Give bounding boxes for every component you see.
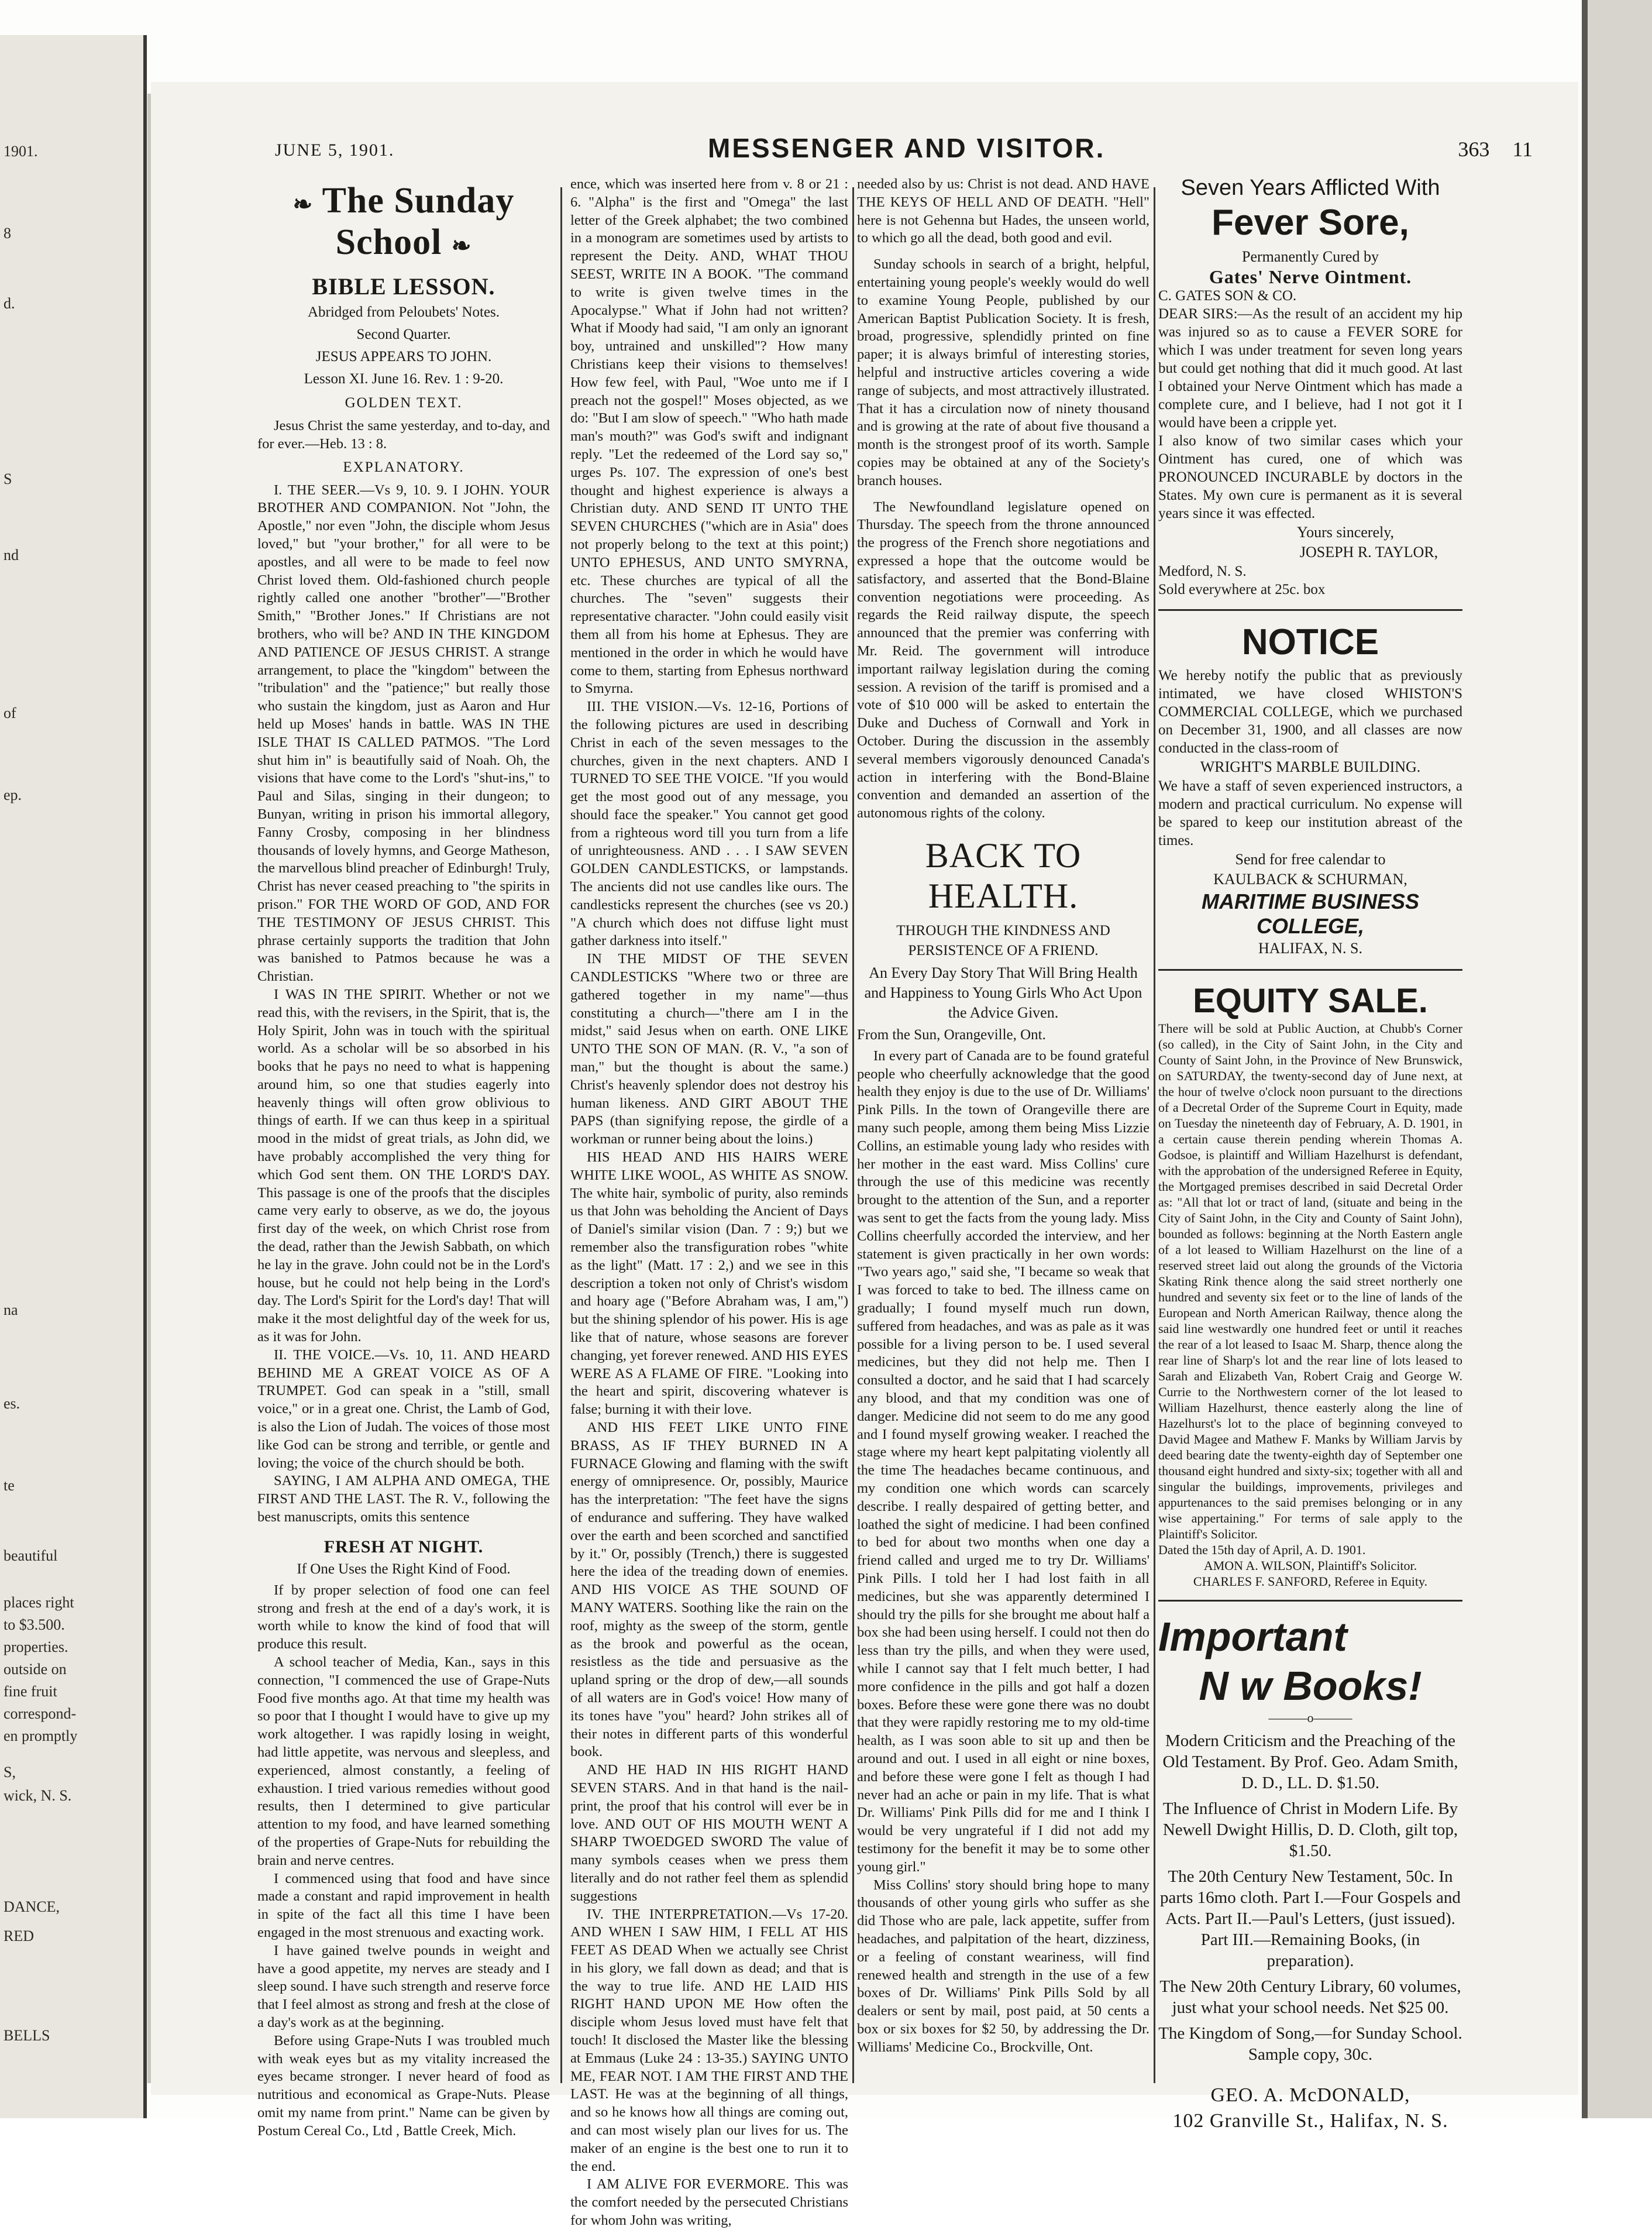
article-subtitle: If One Uses the Right Kind of Food. [297,1561,511,1577]
notice-firm: KAULBACK & SCHURMAN, [1213,871,1407,888]
lesson-reference: Lesson XI. June 16. Rev. 1 : 9-20. [304,371,504,387]
paragraph: AND HE HAD IN HIS RIGHT HAND SEVEN STARS. And in that hand is the nail-print, the proof that his control will ever be in love. AND OUT OF HIS MOUTH WENT A SHARP TWOEDGED SWORD The value of many symbols ceases when we press them literally and do not rather feel them as splendid suggestions [570,1762,848,1904]
ad-price: Sold everywhere at 25c. box [1158,582,1326,597]
explanatory-label: EXPLANATORY. [343,459,464,475]
column-advertisements [1158,176,1462,2132]
column-news-health [857,176,1149,2095]
notice-college: MARITIME BUSINESS COLLEGE, [1201,889,1420,938]
leaf-ornament-icon: ❧ [292,191,314,218]
notice-city: HALIFAX, N. S. [1258,940,1362,957]
equity-dated: Dated the 15th day of April, A. D. 1901. [1158,1542,1366,1557]
left-fragment-5: of [4,705,16,721]
left-fragment-15: fine fruit [4,1683,57,1700]
ad-body: I also know of two similar cases which your Ointment has cured, one of which was PRONOUNCED INCURABLE by doctors in the States. My own cure is permanent as it is several years since it was effected. [1158,433,1462,521]
paragraph: ence, which was inserted here from v. 8 or 21 : 6. "Alpha" is the first and "Omega" the last letter of the Greek alphabet; the two combined in a monogram are sometimes used by artists to represent the Deity. AND, WHAT THOU SEEST, WRITE IN A BOOK. "The command to write is given twelve times in the Apocalypse." What if John had not written? What if Moody had said, "I am only an ignorant boy, untrained and unskilled"? How many Christians keep their visions to themselves! How few feel, with Paul, "Woe unto me if I preach not the gospel!" Moses objected, as we do: "But I am slow of speech." "Who hath made man's mouth?" was God's swift and indignant reply. "Let the redeemed of the Lord say so," urges Ps. 107. The expression of one's best thought and highest experience is always a Christian duty. AND SEND IT UNTO THE SEVEN CHURCHES ("which are in Asia" does not properly belong to the text at this point;) UNTO EPHESUS, AND UNTO SMYRNA, etc. These churches are typical of all the churches. The "seven" suggests their representative character. "John could easily visit them all from his home at Ephesus. They are mentioned in the order in which he would have come to them, starting from Ephesus northward to Smyrna. [570,176,848,697]
left-fragment-2: d. [4,295,15,312]
left-fragment-10: beautiful [4,1547,58,1564]
lesson-title: JESUS APPEARS TO JOHN. [315,349,492,365]
page-number: 363 11 [1458,138,1533,161]
equity-sale-ad [1158,981,1462,1589]
notice-ad [1158,621,1462,958]
ad-signature-place: Medford, N. S. [1158,563,1247,579]
notice-body: We hereby notify the public that as previously intimated, we have closed WHISTON'S COMMERCIAL COLLEGE, which we purchased on December 31, 1900, and all classes are now conducted in the class-room of [1158,668,1462,756]
left-fragment-4: nd [4,547,19,563]
article-title: FRESH AT NIGHT. [323,1537,484,1556]
notice-send: Send for free calendar to [1235,851,1386,868]
left-fragment-6: ep. [4,786,22,803]
ad-title: Fever Sore, [1212,202,1409,243]
ad-product: Gates' Nerve Ointment. [1209,266,1412,287]
paragraph: SAYING, I AM ALPHA AND OMEGA, THE FIRST AND THE LAST. The R. V., following the best manuscripts, omits this sentence [257,1473,550,1525]
paragraph: Sunday schools in search of a bright, helpful, entertaining young people's weekly would do well to examine Young People, published by our American Baptist Publication Society. It is fresh, broad, progressive, splendidly printed on fine paper; it is always brimful of interesting stories, helpful and instructive articles covering a wide range of subjects, and most attractively illustrated. That it has a circulation now of ninety thousand and is growing at the rate of about five thousand a month is the strongest proof of its worth. Sample copies may be obtained at any of the Society's branch houses. [857,256,1149,489]
ad-signature-name: JOSEPH R. TAYLOR, [1299,544,1438,561]
equity-solicitor: AMON A. WILSON, Plaintiff's Solicitor. [1203,1558,1417,1573]
left-fragment-20: DANCE, [4,1898,60,1915]
advertisement-tagline: An Every Day Story That Will Bring Health and Happiness to Young Girls Who Act Upon the Advice Given. [864,964,1142,1021]
left-fragment-19: wick, N. S. [4,1787,72,1804]
left-fragment-12: to $3.500. [4,1616,65,1633]
column-sunday-school [257,176,550,2139]
column-rule-2 [852,187,854,2083]
paragraph: In every part of Canada are to be found grateful people who cheerfully acknowledge that the good health they enjoy is due to the use of Dr. Williams' Pink Pills. In the town of Orangeville there are many such people, among them being Miss Lizzie Collins, an estimable young lady who resides with her mother in the east ward. Miss Collins' cure through the use of this medicine was recently brought to the attention of the Sun, and a reporter was sent to get the facts from the young lady. Miss Collins cheerfully accorded the interview, and her statement is given practically in her own words: "Two years ago," said she, "I became so weak that I was forced to take to bed. The illness came on gradually; I found myself much run down, suffered from headaches, and was as pale as it was possible for a living person to be. I used several medicines, but they did not help me. Then I consulted a doctor, and he said that I had scarcely any blood, and that my condition was one of danger. Medicine did not seem to do me any good and I found myself growing weaker. I reached the stage where my heart kept palpitating violently all the time The headaches became continuous, and my condition one which words can scarcely describe. I really despaired of getting better, and loathed the sight of medicine. I had been confined to bed for about two months when one day a friend called and urged me to try Dr. Williams' Pink Pills. I told her I had lost faith in all medicines, but she was apparently determined I should try the pills for she brought me about half a box she had been using herself. I could not then do less than try the pills, and when they were used, while I cannot say that I felt much better, I had more confidence in the pills and got half a dozen boxes. Before these were gone there was no doubt that they were rapidly restoring me to my old-time health, as I was soon able to sit up and then be around and out. I used in all eight or nine boxes, and before these were gone I felt as though I had never had an ache or pain in my life. That is what Dr. Williams' Pink Pills did for me and I think I would be very ungrateful if I did not add my testimony for the benefit it may be to some other young girl." [857,1047,1149,1875]
paragraph: Miss Collins' story should bring hope to many thousands of other young girls who suffer as she did Those who are pale, lack appetite, suffer from headaches, and palpitation of the heart, dizziness, or a feeling of constant weariness, will find renewed health and strength in the use of a few boxes of Dr. Williams' Pink Pills Sold by all dealers or sent by mail, post paid, at 50 cents a box or six boxes for $2 50, by addressing the Dr. Williams' Medicine Co., Brockville, Ont. [857,1877,1149,2055]
ad-body: DEAR SIRS:—As the result of an accident my hip was injured so as to cause a FEVER SORE for which I was under treatment for seven long years but could get nothing that did it much good. At last I obtained your Nerve Ointment which has made a complete cure, and I believe, had I not got it I would have been a cripple yet. [1158,306,1462,431]
ad-signature: Yours sincerely, [1296,524,1395,541]
left-fragment-22: BELLS [4,2027,50,2044]
left-fragment-13: properties. [4,1638,68,1655]
left-fragment-21: RED [4,1927,34,1944]
section-title-text: The Sunday School [322,181,515,262]
newspaper-title: MESSENGER AND VISITOR. [708,133,1106,163]
paragraph: III. THE VISION.—Vs. 12-16, Portions of the following pictures are used in describing Christ in each of the seven messages to the churches, given in the next chapters. AND I TURNED TO SEE THE VOICE. "If you would get the most good out of any message, you should face the speaker." You cannot get good from a righteous word till you turn from a life of unrighteousness. AND . . . I SAW SEVEN GOLDEN CANDLESTICKS, or lampstands. The ancients did not use candles like ours. The candlesticks represent the churches (see vs 20.) "A church which does not diffuse light must gather darkness into itself." [570,699,848,949]
paragraph: I commenced using that food and have since made a constant and rapid improvement in health in spite of the fact all this time I have been engaged in the most strenuous and exacting work. [257,1870,550,1940]
paragraph: I have gained twelve pounds in weight and have a good appetite, my nerves are steady and I sleep sound. I have such strength and reserve force that I feel almost as strong and fresh at the close of a day's work as at the beginning. [257,1942,550,2030]
paragraph: needed also by us: Christ is not dead. AND HAVE THE KEYS OF HELL AND OF DEATH. "Hell" here is not Gehenna but Hades, the unseen world, to which go all the dead, both good and evil. [857,176,1149,246]
left-fragment-16: correspond- [4,1705,77,1722]
ad-address: C. GATES SON & CO. [1158,288,1297,304]
left-fragment-year: 1901. [4,143,38,160]
divider [1158,969,1462,971]
column-lesson-continued [570,176,848,2229]
issue-date: JUNE 5, 1901. [275,140,395,160]
quarter-label: Second Quarter. [356,327,451,342]
left-fragment-17: en promptly [4,1727,78,1744]
paragraph: AND HIS FEET LIKE UNTO FINE BRASS, AS IF THEY BURNED IN A FURNACE Glowing and flaming with the swift energy of omnipresence. Or, possibly, Maurice has the interpretation: "The feet have the signs of endurance and suffering. They have walked over the earth and been scorched and sanctified by it." Or, possibly (Trench,) there is suggested here the idea of the treading down of enemies. AND HIS VOICE AS THE SOUND OF MANY WATERS. Soothing like the rain on the roof, mighty as the sweep of the storm, gentle as the brook and powerful as the ocean, resistless as the tide and persuasive as the upland spring or the drop of dew,—all sounds of all waters are in God's voice! How many of its tones have "you" heard? John strikes all of their notes in different parts of this wonderful book. [570,1419,848,1760]
paragraph: If by proper selection of food one can feel strong and fresh at the end of a day's work, it is worth while to know the kind of food that will produce this result. [257,1582,550,1652]
books-title: Important [1158,1614,1347,1659]
leaf-ornament-icon: ❧ [451,232,472,259]
left-fragment-14: outside on [4,1661,67,1678]
book-item: The 20th Century New Testament, 50c. In parts 16mo cloth. Part I.—Four Gospels and Acts. Part II.—Paul's Letters, (just issued). Part III.—Remaining Books, (in preparation). [1160,1867,1461,1970]
paragraph: A school teacher of Media, Kan., says in this connection, "I commenced the use of Grape-Nuts Food five months ago. At that time my health was so poor that I thought I would have to give up my work altogether. I was rapidly losing in weight, had little appetite, was nervous and sleepless, and experienced, almost constantly, a feeling of exhaustion. I tried various remedies without good results, then I determined to give particular attention to my food, and have learned something of the properties of Grape-Nuts for rebuilding the brain and nerve centres. [257,1654,550,1868]
paragraph: HIS HEAD AND HIS HAIRS WERE WHITE LIKE WOOL, AS WHITE AS SNOW. The white hair, symbolic of purity, also reminds us that John was beholding the Ancient of Days of Daniel's similar vision (Dan. 7 : 9;) but we remember also the transfiguration robes "white as the light" (Matt. 17 : 2,) and we see in this description a token not only of Christ's wisdom and hoary age ("Before Abraham was, I am,") but the shining splendor of his power. His is age like that of nature, whose seasons are forever changing, yet forever renewed. AND HIS EYES WERE AS A FLAME OF FIRE. "Looking into the heart and spirit, discovering whatever is false; burning it with their love. [570,1149,848,1418]
ad-subtitle: Permanently Cured by [1242,248,1379,265]
paragraph: I WAS IN THE SPIRIT. Whether or not we read this, with the revisers, in the Spirit, that is, the Holy Spirit, John was in touch with the spiritual world. As a scholar will be so absorbed in his books that he pays no need to what is happening around him, so one that studies eagerly into heavenly things will often grow oblivious to things of earth. If we can thus keep in a spiritual mood in the midst of great trials, as John did, we have probably accomplished the very thing for which God sent them. ON THE LORD'S DAY. This passage is one of the proofs that the disciples came very early to observe, as we do, the joyous first day of the week, on which Christ rose from the dead, rather than the Jewish Sabbath, on which he lay in the grave. John could not be in the Lord's house, but he could not help being in the Lord's day. The Lord's Spirit for the Lord's day! That will make it the most delightful day of the week for us, as it was for John. [257,986,550,1345]
column-rule-3 [1154,187,1155,2083]
section-title [257,180,550,263]
left-fragment-18: S, [4,1764,16,1781]
paragraph: IN THE MIDST OF THE SEVEN CANDLESTICKS "Where two or three are gathered together in my name"—thus constituting a church—"there am I in the midst," said Jesus when on earth. ONE LIKE UNTO THE SON OF MAN. (R. V., "a son of man," but the thought is about the same.) Christ's heavenly splendor does not destroy his human likeness. AND GIRT ABOUT THE PAPS (than signifying repose, the girdle of a workman or runner being about the loins.) [570,951,848,1147]
left-fragment-1: 8 [4,225,11,242]
ad-headline: Seven Years Afflicted With [1181,176,1440,200]
golden-text: Jesus Christ the same yesterday, and to-day, and for ever.—Heb. 13 : 8. [257,418,550,452]
book-item: The New 20th Century Library, 60 volumes, just what your school needs. Net $25 00. [1159,1977,1461,2017]
new-books-ad [1158,1612,1462,2134]
advertisement-subtitle: THROUGH THE KINDNESS AND PERSISTENCE OF A FRIEND. [896,922,1110,958]
books-title-2: N w Books! [1199,1663,1422,1709]
divider [1158,1600,1462,1602]
left-fragment-7: na [4,1301,18,1318]
publisher-address: 102 Granville St., Halifax, N. S. [1172,2110,1448,2132]
equity-referee: CHARLES F. SANFORD, Referee in Equity. [1193,1574,1428,1589]
paragraph: I. THE SEER.—Vs 9, 10. 9. I JOHN. YOUR BROTHER AND COMPANION. Not "John, the Apostle," nor even "John, the disciple whom Jesus loved," but "your brother," for all were to be apostles, and all were to be made to feel now Christ loved them. Old-fashioned church people rightly called one another "brother"—"Brother Smith," "Brother Jones." If Christians are not brothers, who will be? AND IN THE KINGDOM AND PATIENCE OF JESUS CHRIST. A strange arrangement, to place the "kingdom" between the "tribulation" and the "patience;" but really those who sustain the kingdom, just as Aaron and Hur held up Moses' hands in battle. WAS IN THE ISLE THAT IS CALLED PATMOS. "The Lord shut him in" is beautifully said of Noah. Oh, the visions that have come to the Lord's "shut-ins," to Paul and Silas, singing in their dungeon; to Bunyan, writing in prison his immortal allegory, Fanny Crosby, composing in her blindness thousands of lovely hymns, and George Matheson, the marvellous blind preacher of Edinburgh! Truly, Christ has never ceased preaching to "the spirits in prison." FOR THE WORD OF GOD, AND FOR THE TESTIMONY OF JESUS CHRIST. This phrase certainly supports the tradition that John was banished to Patmos because he was a Christian. [257,482,550,985]
equity-body: There will be sold at Public Auction, at Chubb's Corner (so called), in the City of Saint John, in the City and County of Saint John, in the Province of New Brunswick, on SATURDAY, the twenty-second day of June next, at the hour of twelve o'clock noon pursuant to the directions of a Decretal Order of the Supreme Court in Equity, made on Tuesday the nineteenth day of February, A. D. 1901, in a certain cause therein pending wherein Thomas A. Godsoe, is plaintiff and William Hazelhurst is defendant, with the approbation of the undersigned Referee in Equity, the Mortgaged premises described in said Decretal Order as: "All that lot or tract of land, (situate and being in the City of Saint John, in the City and County of Saint John), bounded as follows: beginning at the North Eastern angle of a lot leased to William Hazelhurst on the line of a reserved street laid out along the grounds of the Victoria Skating Rink thence along the said street northerly one hundred and seventy six feet or to the line of lands of the European and North American Railway, thence along the said line westwardly one hundred feet or until it reaches the rear of a lot leased to Isaac M. Sharp, thence along the rear line of Sharp's lot and the rear line of lots leased to Sarah and Elizabeth Van, Robert Craig and George W. Currie to the Northwestern corner of the lot leased to William Hazelhurst, thence easterly along the line of Hazelhurst's lot to the place of beginning conveyed to David Magee and Mathew F. Manks by William Jarvis by deed bearing date the twenty-eighth day of September one thousand eight hundred and sixty-six; together with all and singular the buildings, improvements, privileges and appurtenances to the said premises belonging or in any wise appertaining." For terms of sale apply to the Plaintiff's Solicitor. [1158,1021,1462,1541]
binding-edge [1582,0,1652,2118]
equity-title: EQUITY SALE. [1193,982,1428,1020]
left-fragment-9: te [4,1477,15,1494]
notice-title: NOTICE [1241,622,1379,662]
left-fragment-3: S [4,470,12,487]
left-fragment-8: es. [4,1395,20,1412]
column-rule-1 [560,187,562,2083]
notice-body: We have a staff of seven experienced instructors, a modern and practical curriculum. No expense will be spared to keep our institution abreast of the times. [1158,778,1462,848]
paragraph: The Newfoundland legislature opened on Thursday. The speech from the throne announced the progress of the French shore negotiations and expressed a hope that the outcome would be satisfactory, and asserted that the Bond-Blaine convention negotiations were proceeding. As regards the Reid railway dispute, the speech announced that the premier was conferring with Mr. Reid. The government will introduce important railway legislation during the coming session. A revision of the tariff is promised and a vote of $10 000 will be asked to entertain the Duke and Duchess of Cornwall and York in October. During the discussion in the assembly several members vigorously denounced Canada's action in interfering with the Bond-Blaine convention and demanded an assertion of the autonomous rights of the colony. [857,499,1149,822]
publisher-name: GEO. A. McDONALD, [1210,2084,1410,2106]
paragraph: Before using Grape-Nuts I was troubled much with weak eyes but as my vitality increased the eyes became stronger. I never heard of food as nutritious and economical as Grape-Nuts. Please omit my name from print." Name can be given by Postum Cereal Co., Ltd , Battle Creek, Mich. [257,2032,550,2139]
book-item: The Influence of Christ in Modern Life. By Newell Dwight Hillis, D. D. Cloth, gilt top, $1.50. [1162,1799,1458,1860]
divider [1158,609,1462,611]
masthead [275,129,1533,170]
ornament-divider: ———o——— [1268,1710,1352,1725]
paragraph: II. THE VOICE.—Vs. 10, 11. AND HEARD BEHIND ME A GREAT VOICE AS OF A TRUMPET. God can speak in a "still, small voice," or in a great one. Christ, the Lamb of God, is also the Lion of Judah. The voices of those most like God can be strong and terrible, or gentle and loving; the voice of the church should be both. [257,1346,550,1471]
paragraph: I AM ALIVE FOR EVERMORE. This was the comfort needed by the persecuted Christians for whom John was writing, [570,2176,848,2229]
left-fragment-11: places right [4,1594,74,1611]
notice-building: WRIGHT'S MARBLE BUILDING. [1200,758,1421,775]
lesson-heading: BIBLE LESSON. [312,273,495,300]
golden-text-label: GOLDEN TEXT. [345,395,463,411]
paragraph: IV. THE INTERPRETATION.—Vs 17-20. AND WHEN I SAW HIM, I FELL AT HIS FEET AS DEAD When we actually see Christ in his glory, we fall down as dead; and that is the way to true life. AND HE LAID HIS RIGHT HAND UPON ME How often the disciple whom Jesus loved must have felt that touch! It disclosed the Master like the blessing at Emmaus (Luke 24 : 13-35.) SAYING UNTO ME, FEAR NOT. I AM THE FIRST AND THE LAST. He was at the beginning of all things, and so he knows how all things are coming out, and can most wisely plan our lives for us. The maker of an engine is the best one to run it to the end. [570,1906,848,2174]
advertisement-title: BACK TO HEALTH. [925,836,1082,915]
fever-sore-ad [1158,176,1462,599]
book-item: Modern Criticism and the Preaching of the Old Testament. By Prof. Geo. Adam Smith, D. D., LL. D. $1.50. [1162,1731,1458,1792]
abridged-note: Abridged from Peloubets' Notes. [307,304,500,320]
book-item: The Kingdom of Song,—for Sunday School. Sample copy, 30c. [1158,2024,1462,2064]
advertisement-source: From the Sun, Orangeville, Ont. [857,1026,1046,1043]
